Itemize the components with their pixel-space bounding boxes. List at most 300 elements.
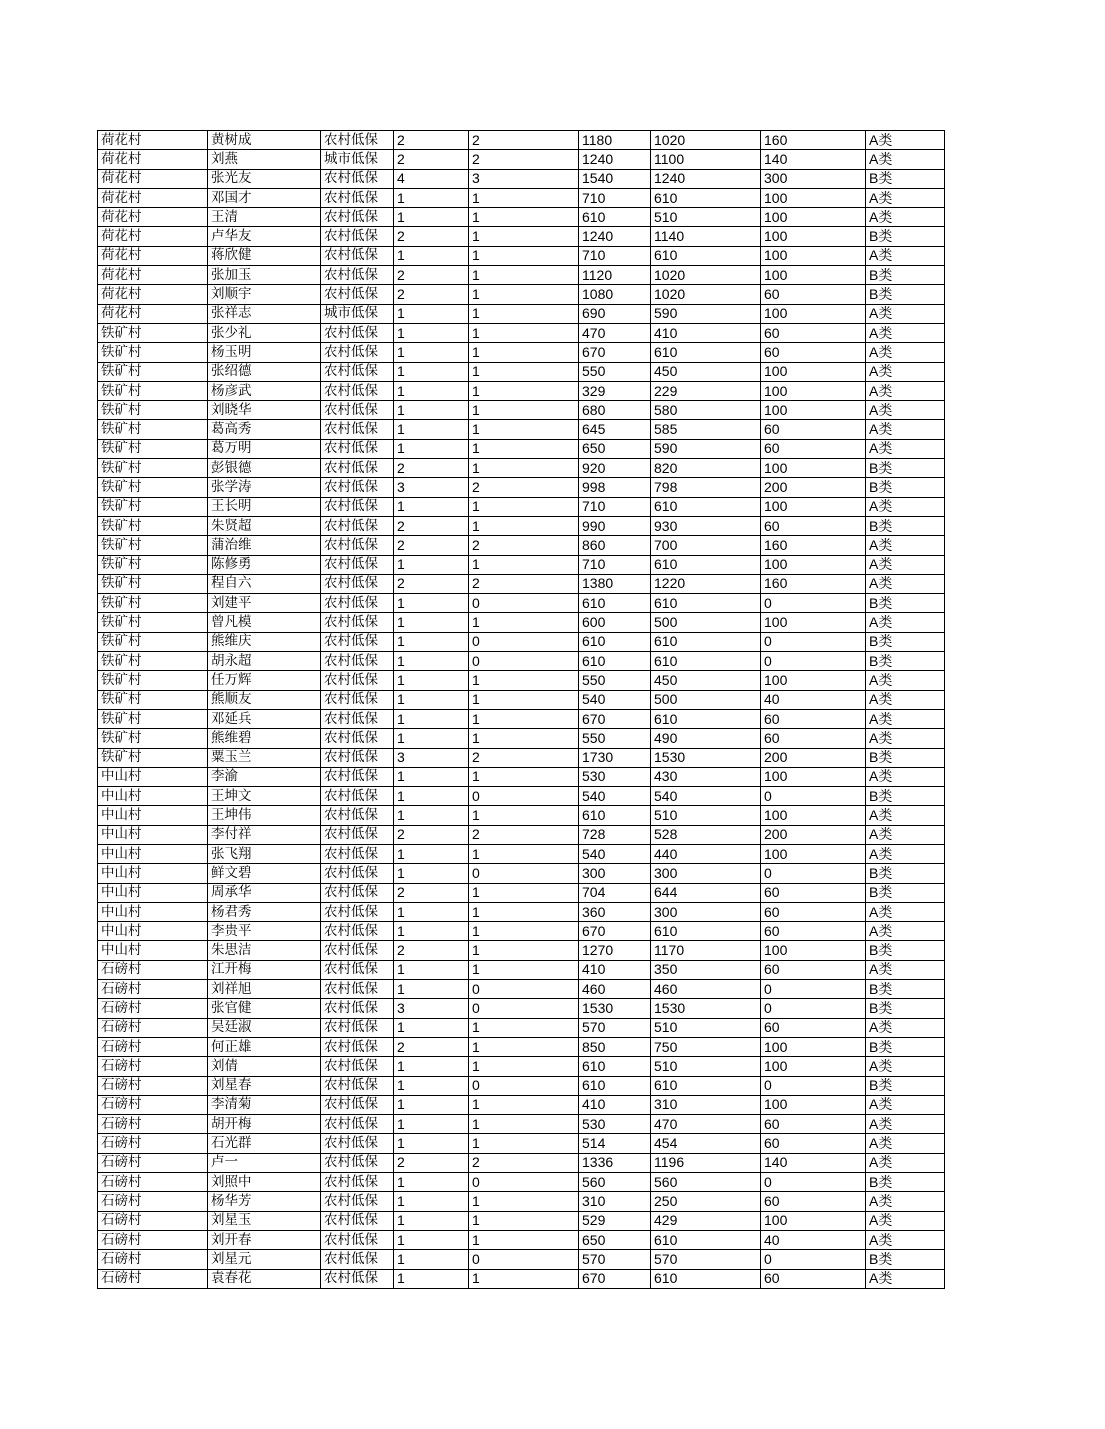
covered-count-cell: 1 [469,246,579,265]
category-cell: A类 [866,729,945,748]
covered-count-cell: 0 [469,1076,579,1095]
household-size-cell: 1 [394,980,469,999]
category-cell: A类 [866,1211,945,1230]
amount-cell: 60 [761,1018,866,1037]
amount-cell: 100 [761,767,866,786]
village-cell: 铁矿村 [98,574,208,593]
income-cell: 510 [651,1057,761,1076]
village-cell: 铁矿村 [98,709,208,728]
category-cell: A类 [866,844,945,863]
covered-count-cell: 1 [469,1134,579,1153]
income-cell: 930 [651,516,761,535]
type-cell: 农村低保 [321,574,394,593]
category-cell: A类 [866,902,945,921]
standard-cell: 690 [579,304,651,323]
amount-cell: 60 [761,729,866,748]
village-cell: 铁矿村 [98,401,208,420]
category-cell: B类 [866,1076,945,1095]
name-cell: 刘星元 [208,1250,321,1269]
category-cell: A类 [866,343,945,362]
amount-cell: 160 [761,574,866,593]
income-cell: 510 [651,806,761,825]
name-cell: 卢华友 [208,227,321,246]
table-row [98,1134,945,1153]
amount-cell: 100 [761,497,866,516]
standard-cell: 1380 [579,574,651,593]
name-cell: 刘开春 [208,1230,321,1249]
amount-cell: 0 [761,594,866,613]
table-row [98,381,945,400]
table-row [98,594,945,613]
type-cell: 农村低保 [321,883,394,902]
table-row [98,266,945,285]
category-cell: A类 [866,690,945,709]
income-cell: 440 [651,844,761,863]
amount-cell: 60 [761,1134,866,1153]
village-cell: 石磅村 [98,1192,208,1211]
category-cell: A类 [866,1115,945,1134]
table-row [98,285,945,304]
household-size-cell: 2 [394,150,469,169]
type-cell: 农村低保 [321,131,394,150]
name-cell: 张光友 [208,169,321,188]
covered-count-cell: 1 [469,729,579,748]
village-cell: 铁矿村 [98,555,208,574]
village-cell: 铁矿村 [98,459,208,478]
name-cell: 朱思洁 [208,941,321,960]
household-size-cell: 2 [394,459,469,478]
table-row [98,169,945,188]
amount-cell: 100 [761,362,866,381]
table-row [98,420,945,439]
amount-cell: 0 [761,864,866,883]
village-cell: 石磅村 [98,1115,208,1134]
name-cell: 王坤伟 [208,806,321,825]
type-cell: 农村低保 [321,825,394,844]
name-cell: 任万辉 [208,671,321,690]
category-cell: B类 [866,516,945,535]
category-cell: A类 [866,806,945,825]
category-cell: A类 [866,1192,945,1211]
standard-cell: 570 [579,1250,651,1269]
table-row [98,941,945,960]
covered-count-cell: 0 [469,787,579,806]
table-row [98,864,945,883]
table-row [98,960,945,979]
standard-cell: 610 [579,652,651,671]
amount-cell: 60 [761,883,866,902]
table-row [98,1037,945,1056]
name-cell: 刘倩 [208,1057,321,1076]
type-cell: 农村低保 [321,1115,394,1134]
type-cell: 农村低保 [321,381,394,400]
table-row [98,1076,945,1095]
income-cell: 560 [651,1173,761,1192]
table-row [98,1230,945,1249]
name-cell: 何正雄 [208,1037,321,1056]
amount-cell: 60 [761,439,866,458]
category-cell: A类 [866,1269,945,1288]
table-row [98,922,945,941]
name-cell: 杨君秀 [208,902,321,921]
table-row [98,574,945,593]
amount-cell: 60 [761,709,866,728]
standard-cell: 670 [579,1269,651,1288]
covered-count-cell: 0 [469,632,579,651]
type-cell: 农村低保 [321,922,394,941]
category-cell: A类 [866,246,945,265]
village-cell: 荷花村 [98,285,208,304]
covered-count-cell: 1 [469,1211,579,1230]
name-cell: 刘照中 [208,1173,321,1192]
amount-cell: 100 [761,806,866,825]
standard-cell: 670 [579,709,651,728]
category-cell: B类 [866,459,945,478]
type-cell: 农村低保 [321,497,394,516]
village-cell: 铁矿村 [98,632,208,651]
type-cell: 农村低保 [321,208,394,227]
standard-cell: 850 [579,1037,651,1056]
name-cell: 李贵平 [208,922,321,941]
covered-count-cell: 0 [469,594,579,613]
standard-cell: 680 [579,401,651,420]
covered-count-cell: 1 [469,883,579,902]
table-row [98,902,945,921]
covered-count-cell: 1 [469,1192,579,1211]
household-size-cell: 1 [394,671,469,690]
type-cell: 农村低保 [321,323,394,342]
income-cell: 410 [651,323,761,342]
village-cell: 石磅村 [98,1153,208,1172]
category-cell: B类 [866,864,945,883]
standard-cell: 670 [579,922,651,941]
village-cell: 铁矿村 [98,439,208,458]
amount-cell: 0 [761,999,866,1018]
name-cell: 杨华芳 [208,1192,321,1211]
name-cell: 蒋欣健 [208,246,321,265]
table-row [98,825,945,844]
standard-cell: 470 [579,323,651,342]
type-cell: 农村低保 [321,980,394,999]
category-cell: A类 [866,671,945,690]
household-size-cell: 1 [394,1269,469,1288]
amount-cell: 60 [761,516,866,535]
covered-count-cell: 0 [469,1250,579,1269]
category-cell: A类 [866,381,945,400]
type-cell: 农村低保 [321,401,394,420]
category-cell: A类 [866,150,945,169]
household-size-cell: 1 [394,632,469,651]
household-size-cell: 1 [394,1211,469,1230]
type-cell: 农村低保 [321,362,394,381]
household-size-cell: 1 [394,362,469,381]
table-row [98,131,945,150]
covered-count-cell: 1 [469,902,579,921]
table-row [98,497,945,516]
amount-cell: 0 [761,652,866,671]
name-cell: 张官健 [208,999,321,1018]
standard-cell: 710 [579,188,651,207]
standard-cell: 650 [579,1230,651,1249]
category-cell: A类 [866,536,945,555]
standard-cell: 540 [579,787,651,806]
income-cell: 610 [651,632,761,651]
standard-cell: 514 [579,1134,651,1153]
income-cell: 820 [651,459,761,478]
village-cell: 石磅村 [98,960,208,979]
table-row [98,748,945,767]
type-cell: 农村低保 [321,960,394,979]
household-size-cell: 4 [394,169,469,188]
household-size-cell: 1 [394,767,469,786]
category-cell: B类 [866,1173,945,1192]
household-size-cell: 1 [394,806,469,825]
covered-count-cell: 1 [469,323,579,342]
amount-cell: 100 [761,266,866,285]
standard-cell: 650 [579,439,651,458]
table-row [98,1153,945,1172]
income-cell: 610 [651,246,761,265]
table-row [98,883,945,902]
standard-cell: 610 [579,208,651,227]
household-size-cell: 1 [394,1192,469,1211]
village-cell: 石磅村 [98,1211,208,1230]
table-row [98,343,945,362]
category-cell: A类 [866,1018,945,1037]
category-cell: B类 [866,883,945,902]
category-cell: A类 [866,922,945,941]
household-size-cell: 1 [394,1095,469,1114]
covered-count-cell: 0 [469,1173,579,1192]
village-cell: 石磅村 [98,1230,208,1249]
name-cell: 邓国才 [208,188,321,207]
covered-count-cell: 1 [469,1230,579,1249]
type-cell: 农村低保 [321,1230,394,1249]
amount-cell: 200 [761,748,866,767]
type-cell: 农村低保 [321,748,394,767]
table-row [98,999,945,1018]
category-cell: A类 [866,323,945,342]
amount-cell: 60 [761,1115,866,1134]
income-cell: 1140 [651,227,761,246]
table-row [98,671,945,690]
covered-count-cell: 1 [469,1037,579,1056]
amount-cell: 100 [761,304,866,323]
income-cell: 610 [651,343,761,362]
amount-cell: 100 [761,401,866,420]
table-body [98,131,945,1289]
standard-cell: 360 [579,902,651,921]
name-cell: 葛高秀 [208,420,321,439]
standard-cell: 460 [579,980,651,999]
category-cell: A类 [866,825,945,844]
standard-cell: 670 [579,343,651,362]
name-cell: 周承华 [208,883,321,902]
amount-cell: 100 [761,1211,866,1230]
standard-cell: 550 [579,671,651,690]
village-cell: 中山村 [98,864,208,883]
village-cell: 铁矿村 [98,748,208,767]
village-cell: 荷花村 [98,208,208,227]
household-size-cell: 1 [394,1076,469,1095]
table-row [98,1250,945,1269]
covered-count-cell: 1 [469,922,579,941]
category-cell: A类 [866,420,945,439]
amount-cell: 100 [761,188,866,207]
covered-count-cell: 0 [469,980,579,999]
village-cell: 铁矿村 [98,516,208,535]
village-cell: 中山村 [98,902,208,921]
type-cell: 农村低保 [321,246,394,265]
name-cell: 熊维碧 [208,729,321,748]
household-size-cell: 1 [394,401,469,420]
name-cell: 张绍德 [208,362,321,381]
amount-cell: 60 [761,1192,866,1211]
amount-cell: 0 [761,980,866,999]
name-cell: 刘星玉 [208,1211,321,1230]
covered-count-cell: 0 [469,864,579,883]
income-cell: 500 [651,613,761,632]
covered-count-cell: 1 [469,767,579,786]
standard-cell: 300 [579,864,651,883]
household-size-cell: 1 [394,864,469,883]
category-cell: B类 [866,227,945,246]
table-row [98,1018,945,1037]
amount-cell: 100 [761,246,866,265]
village-cell: 荷花村 [98,304,208,323]
covered-count-cell: 3 [469,169,579,188]
village-cell: 石磅村 [98,1095,208,1114]
type-cell: 农村低保 [321,1057,394,1076]
village-cell: 石磅村 [98,1037,208,1056]
type-cell: 农村低保 [321,652,394,671]
type-cell: 农村低保 [321,169,394,188]
household-size-cell: 1 [394,690,469,709]
category-cell: B类 [866,285,945,304]
type-cell: 农村低保 [321,632,394,651]
covered-count-cell: 1 [469,516,579,535]
table-row [98,304,945,323]
type-cell: 农村低保 [321,864,394,883]
household-size-cell: 1 [394,420,469,439]
income-cell: 490 [651,729,761,748]
amount-cell: 100 [761,1057,866,1076]
amount-cell: 60 [761,902,866,921]
covered-count-cell: 0 [469,999,579,1018]
category-cell: A类 [866,439,945,458]
income-cell: 798 [651,478,761,497]
name-cell: 王清 [208,208,321,227]
village-cell: 铁矿村 [98,343,208,362]
type-cell: 农村低保 [321,787,394,806]
name-cell: 刘燕 [208,150,321,169]
village-cell: 铁矿村 [98,420,208,439]
type-cell: 农村低保 [321,613,394,632]
table-row [98,362,945,381]
income-cell: 510 [651,208,761,227]
covered-count-cell: 1 [469,420,579,439]
type-cell: 农村低保 [321,806,394,825]
household-size-cell: 3 [394,999,469,1018]
category-cell: B类 [866,266,945,285]
name-cell: 杨彦武 [208,381,321,400]
standard-cell: 1080 [579,285,651,304]
covered-count-cell: 1 [469,1057,579,1076]
village-cell: 石磅村 [98,980,208,999]
name-cell: 朱贤超 [208,516,321,535]
name-cell: 刘祥旭 [208,980,321,999]
table-row [98,844,945,863]
village-cell: 铁矿村 [98,497,208,516]
income-cell: 570 [651,1250,761,1269]
household-size-cell: 1 [394,1250,469,1269]
name-cell: 杨玉明 [208,343,321,362]
category-cell: A类 [866,497,945,516]
standard-cell: 1240 [579,227,651,246]
household-size-cell: 1 [394,902,469,921]
village-cell: 荷花村 [98,227,208,246]
amount-cell: 0 [761,632,866,651]
type-cell: 农村低保 [321,188,394,207]
type-cell: 农村低保 [321,1250,394,1269]
standard-cell: 540 [579,844,651,863]
name-cell: 刘顺宇 [208,285,321,304]
covered-count-cell: 1 [469,381,579,400]
income-cell: 610 [651,497,761,516]
village-cell: 铁矿村 [98,729,208,748]
amount-cell: 60 [761,323,866,342]
standard-cell: 1540 [579,169,651,188]
type-cell: 农村低保 [321,516,394,535]
village-cell: 铁矿村 [98,478,208,497]
income-cell: 350 [651,960,761,979]
village-cell: 铁矿村 [98,536,208,555]
income-cell: 590 [651,439,761,458]
table-row [98,1269,945,1288]
household-size-cell: 1 [394,594,469,613]
type-cell: 农村低保 [321,1076,394,1095]
income-cell: 590 [651,304,761,323]
table-row [98,632,945,651]
household-size-cell: 1 [394,960,469,979]
category-cell: A类 [866,574,945,593]
name-cell: 刘晓华 [208,401,321,420]
village-cell: 石磅村 [98,1076,208,1095]
household-size-cell: 1 [394,1057,469,1076]
standard-cell: 728 [579,825,651,844]
name-cell: 王长明 [208,497,321,516]
household-size-cell: 1 [394,188,469,207]
standard-cell: 610 [579,806,651,825]
household-size-cell: 2 [394,285,469,304]
covered-count-cell: 2 [469,131,579,150]
amount-cell: 100 [761,459,866,478]
amount-cell: 60 [761,285,866,304]
covered-count-cell: 1 [469,362,579,381]
covered-count-cell: 2 [469,574,579,593]
type-cell: 农村低保 [321,1269,394,1288]
name-cell: 张学涛 [208,478,321,497]
household-size-cell: 1 [394,1173,469,1192]
income-cell: 460 [651,980,761,999]
type-cell: 农村低保 [321,227,394,246]
income-cell: 429 [651,1211,761,1230]
category-cell: A类 [866,1134,945,1153]
income-cell: 700 [651,536,761,555]
type-cell: 农村低保 [321,1095,394,1114]
standard-cell: 860 [579,536,651,555]
table-row [98,188,945,207]
